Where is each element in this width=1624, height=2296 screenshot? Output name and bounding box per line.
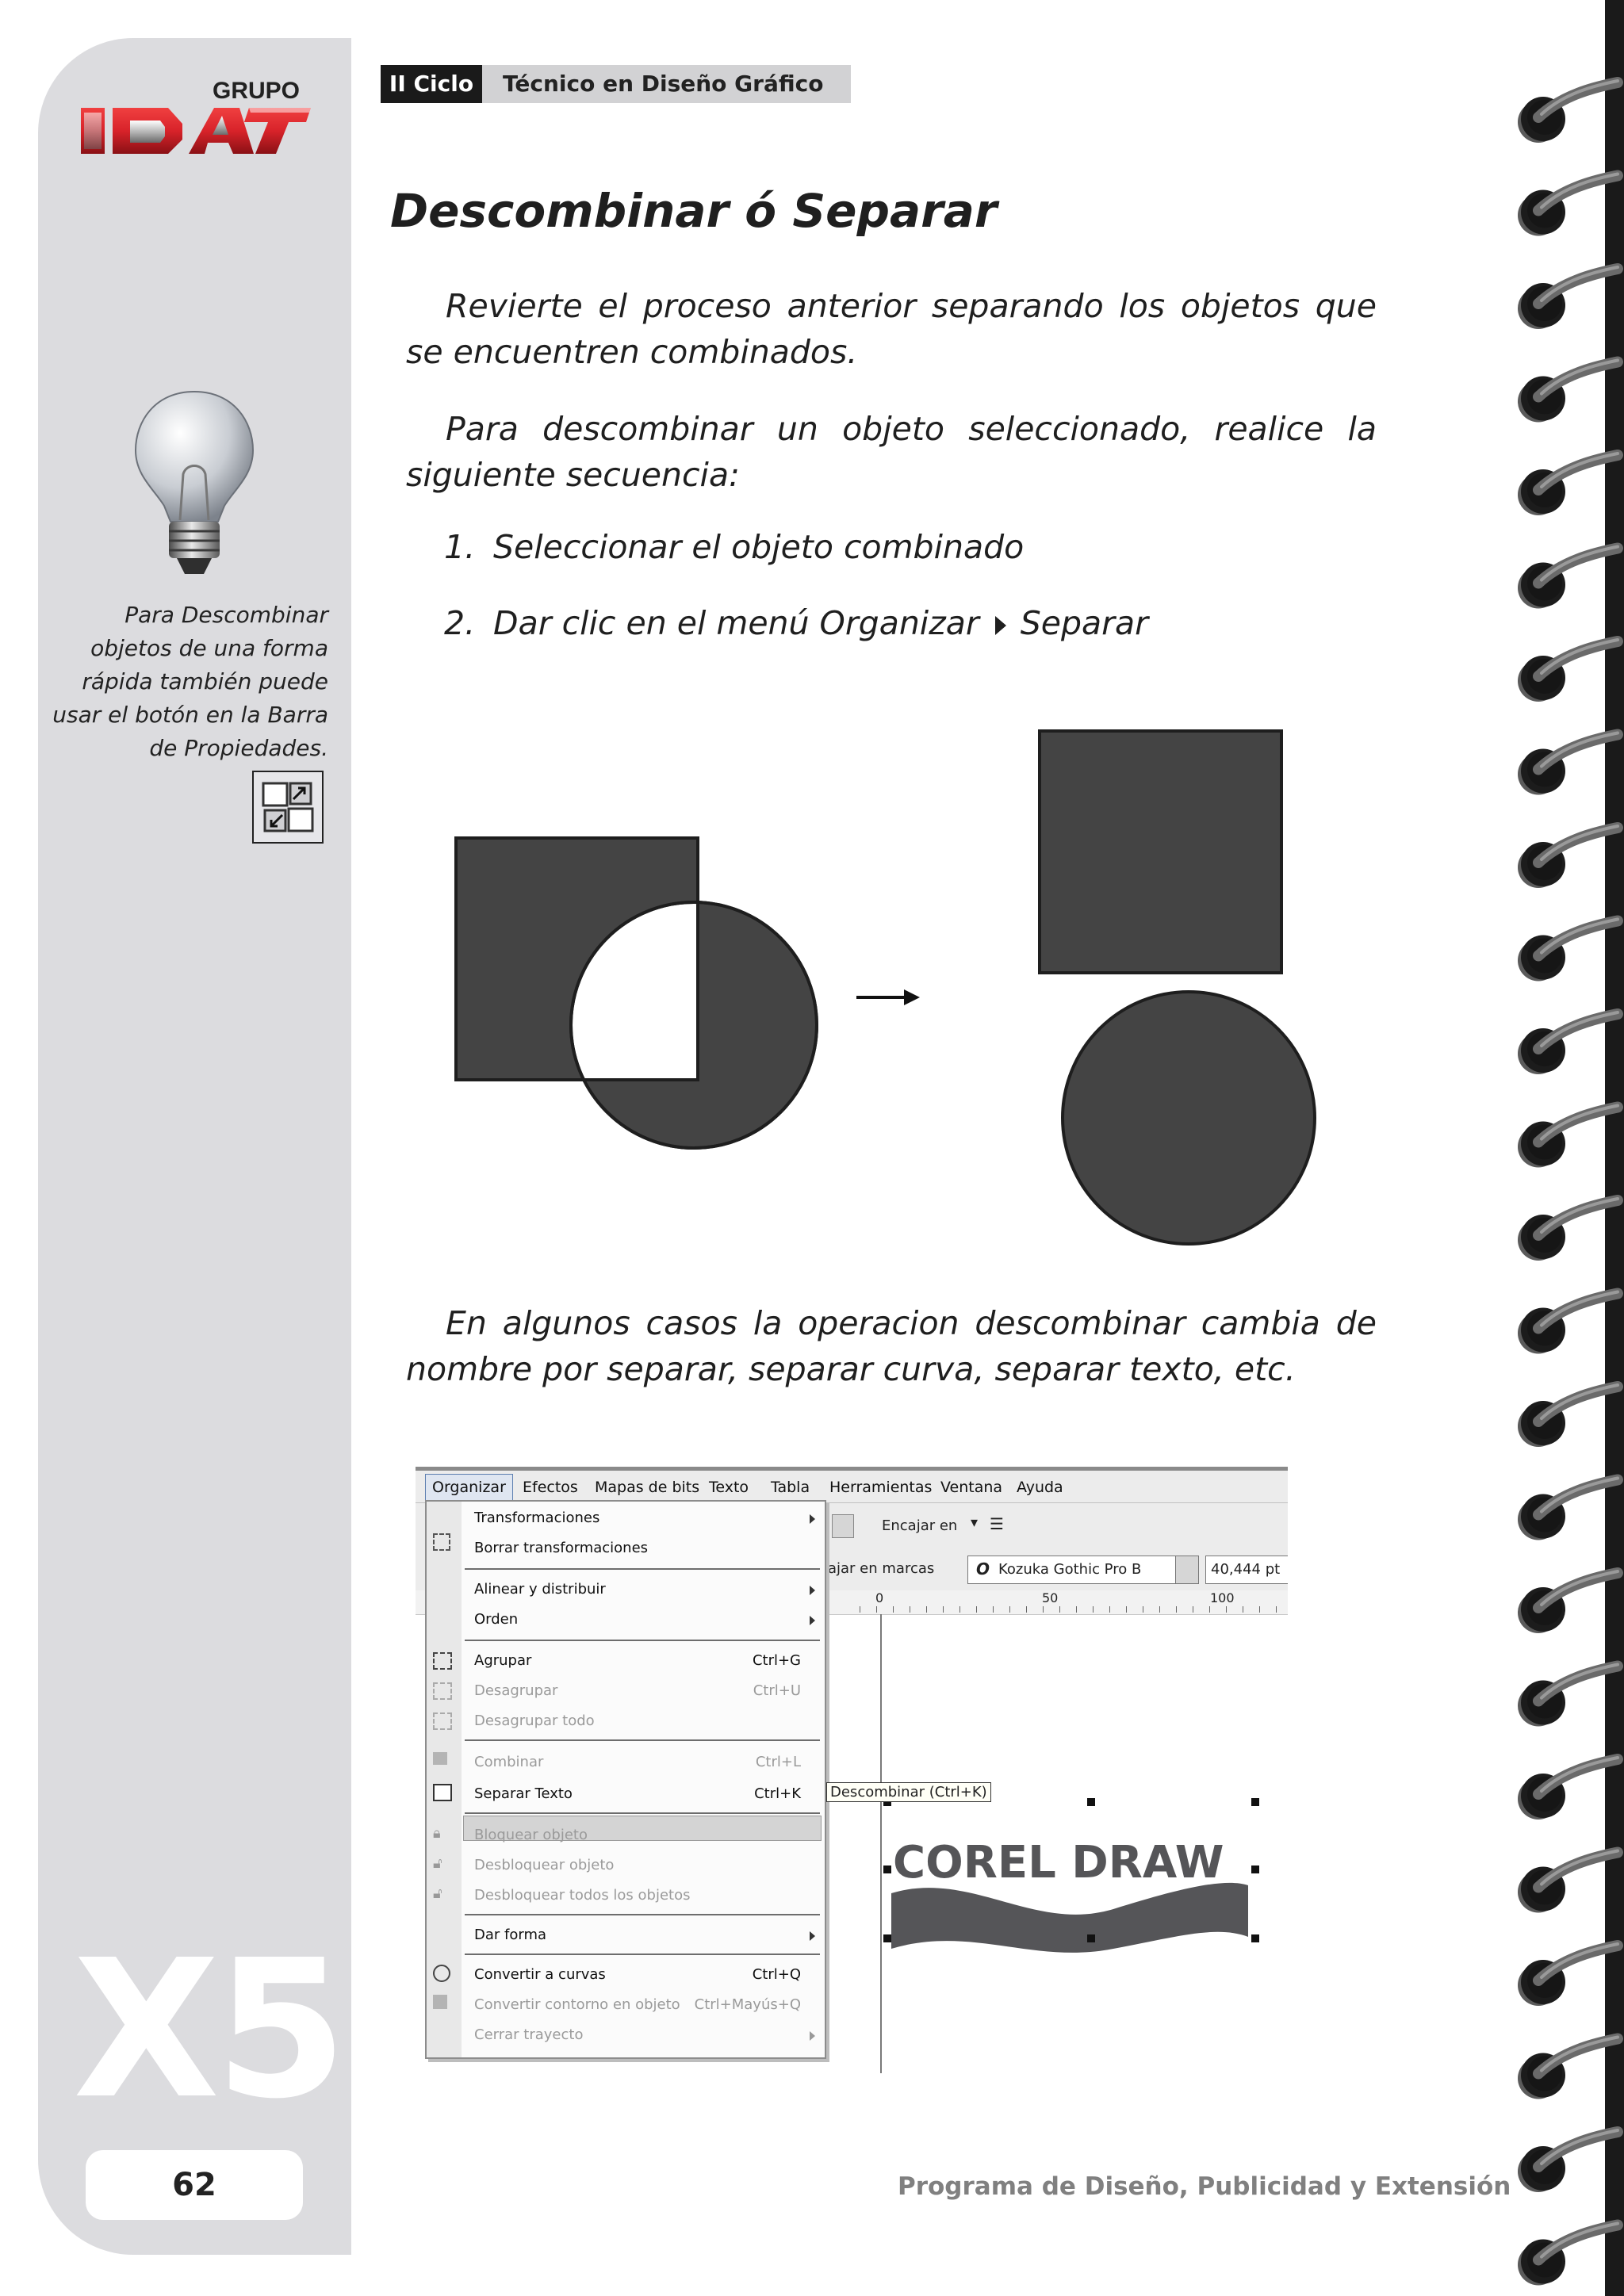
menu-ventana[interactable]: Ventana bbox=[940, 1479, 1003, 1496]
submenu-arrow-icon bbox=[810, 1931, 815, 1941]
menu-ayuda[interactable]: Ayuda bbox=[1017, 1479, 1063, 1496]
menu-tabla[interactable]: Tabla bbox=[771, 1479, 810, 1496]
selection-handle[interactable] bbox=[883, 1934, 891, 1942]
spiral-ring bbox=[1518, 81, 1618, 143]
step-2 bbox=[444, 604, 1148, 642]
lock-icon: 🔒︎ bbox=[433, 1825, 441, 1842]
submenu-arrow-icon bbox=[810, 2031, 815, 2041]
version-watermark: X5 bbox=[73, 1919, 343, 2141]
organizar-menu bbox=[425, 1500, 826, 2059]
separate-diagram bbox=[444, 714, 1356, 1269]
menu-item-bloquear-objeto[interactable]: Bloquear objeto bbox=[474, 1827, 588, 1843]
spiral-ring bbox=[1518, 826, 1618, 888]
header-cycle-label: II Ciclo bbox=[381, 65, 482, 103]
spiral-ring bbox=[1518, 1851, 1618, 1913]
menu-item-combinar[interactable]: Combinar bbox=[474, 1754, 544, 1770]
chevron-down-icon: ▾ bbox=[971, 1514, 979, 1531]
font-size-value: 40,444 pt bbox=[1211, 1561, 1281, 1578]
shortcut-convertir-a-curvas: Ctrl+Q bbox=[752, 1966, 801, 1983]
separated-circle bbox=[1063, 992, 1315, 1244]
menu-separator bbox=[465, 1568, 820, 1570]
menu-separator bbox=[465, 1812, 820, 1814]
spiral-ring bbox=[1518, 2224, 1618, 2286]
snap-to-dropdown[interactable]: Encajar en bbox=[882, 1517, 958, 1534]
separated-square bbox=[1040, 731, 1281, 973]
page-number: 62 bbox=[86, 2150, 303, 2220]
clear-transformations-icon bbox=[433, 1533, 450, 1551]
spiral-ring bbox=[1518, 1665, 1618, 1727]
canvas-text: COREL DRAW bbox=[893, 1837, 1224, 1888]
ruler-label: 50 bbox=[1042, 1590, 1059, 1605]
opentype-font-icon: O bbox=[976, 1559, 990, 1578]
break-apart-icon bbox=[254, 772, 322, 842]
submenu-arrow-icon bbox=[810, 1514, 815, 1524]
spiral-ring bbox=[1518, 640, 1618, 702]
selection-handle[interactable] bbox=[1251, 1934, 1259, 1942]
triangle-right-icon bbox=[995, 616, 1006, 635]
combine-icon bbox=[433, 1752, 447, 1765]
spiral-ring bbox=[1518, 1571, 1618, 1633]
paragraph-3: En algunos casos la operacion descombinar cambia de nombre por separar, separar curva, separar texto, etc. bbox=[406, 1304, 1377, 1388]
ruler-ticks bbox=[860, 1606, 1288, 1613]
menu-item-desagrupar[interactable]: Desagrupar bbox=[474, 1682, 558, 1699]
canvas-text-object[interactable] bbox=[875, 1798, 1288, 1957]
break-apart-icon bbox=[433, 1784, 452, 1801]
spiral-ring bbox=[1518, 1012, 1618, 1074]
sidebar-tip: Para Descombinar objetos de una forma rápida también puede usar el botón en la Barra de Propiedades. bbox=[52, 602, 328, 761]
menu-item-transformaciones[interactable]: Transformaciones bbox=[474, 1510, 600, 1526]
menu-item-orden[interactable]: Orden bbox=[474, 1611, 519, 1628]
menu-item-dar-forma[interactable]: Dar forma bbox=[474, 1927, 547, 1943]
menu-item-desagrupar-todo[interactable]: Desagrupar todo bbox=[474, 1712, 595, 1729]
shortcut-convertir-contorno: Ctrl+Mayús+Q bbox=[694, 1996, 801, 2013]
selection-handle[interactable] bbox=[1251, 1866, 1259, 1873]
chevron-down-icon[interactable] bbox=[1175, 1556, 1198, 1583]
outline-to-object-icon bbox=[433, 1995, 447, 2009]
spiral-ring bbox=[1518, 361, 1618, 423]
footer-text: Programa de Diseño, Publicidad y Extensión bbox=[898, 2172, 1511, 2201]
step-text: Seleccionar el objeto combinado bbox=[493, 528, 1025, 566]
snap-settings-icon[interactable]: ☰ bbox=[990, 1514, 1004, 1533]
step-1 bbox=[444, 528, 1024, 566]
selection-handle[interactable] bbox=[1251, 1798, 1259, 1806]
combined-shape bbox=[456, 838, 817, 1148]
menu-organizar[interactable]: Organizar bbox=[425, 1474, 513, 1501]
selection-handle[interactable] bbox=[1087, 1798, 1095, 1806]
dropdown-chevron-icon[interactable] bbox=[832, 1514, 854, 1538]
menubar bbox=[416, 1467, 1288, 1503]
group-icon bbox=[433, 1652, 452, 1670]
selection-handle[interactable] bbox=[883, 1866, 891, 1873]
snap-marks-dropdown[interactable]: ajar en marcas bbox=[828, 1560, 935, 1577]
spiral-ring bbox=[1518, 547, 1618, 609]
menu-item-desbloquear-objeto[interactable]: Desbloquear objeto bbox=[474, 1857, 615, 1873]
ruler-label: 100 bbox=[1210, 1590, 1235, 1605]
shortcut-agrupar: Ctrl+G bbox=[752, 1652, 801, 1669]
logo-grupo-text: GRUPO bbox=[213, 78, 301, 104]
shortcut-separar-texto: Ctrl+K bbox=[754, 1785, 801, 1802]
page-title: Descombinar ó Separar bbox=[390, 184, 998, 238]
menu-separator bbox=[465, 1914, 820, 1915]
spiral-ring bbox=[1518, 453, 1618, 515]
step-text: Dar clic en el menú Organizar bbox=[493, 604, 979, 642]
font-name-value: Kozuka Gothic Pro B bbox=[998, 1561, 1142, 1578]
spiral-ring bbox=[1518, 1944, 1618, 2006]
menu-efectos[interactable]: Efectos bbox=[523, 1479, 578, 1496]
convert-to-curves-icon bbox=[433, 1965, 450, 1982]
spiral-ring bbox=[1518, 2130, 1618, 2192]
spiral-ring bbox=[1518, 1106, 1618, 1168]
menu-item-separar-texto[interactable]: Separar Texto bbox=[474, 1785, 573, 1802]
step-number: 2. bbox=[444, 604, 476, 642]
submenu-arrow-icon bbox=[810, 1616, 815, 1625]
menu-item-convertir-a-curvas[interactable]: Convertir a curvas bbox=[474, 1966, 606, 1983]
menu-item-convertir-contorno[interactable]: Convertir contorno en objeto bbox=[474, 1996, 680, 2013]
arrow-right-icon bbox=[856, 989, 920, 1005]
paragraph-2: Para descombinar un objeto seleccionado, realice la siguiente secuencia: bbox=[406, 410, 1377, 494]
selection-handle[interactable] bbox=[1087, 1934, 1095, 1942]
menu-separator bbox=[465, 1954, 820, 1955]
coreldraw-screenshot bbox=[416, 1467, 1288, 2073]
break-apart-button bbox=[252, 771, 324, 844]
menu-item-agrupar[interactable]: Agrupar bbox=[474, 1652, 532, 1669]
spiral-ring bbox=[1518, 1199, 1618, 1261]
paragraph-1: Revierte el proceso anterior separando los objetos que se encuentren combinados. bbox=[406, 287, 1377, 371]
menu-texto[interactable]: Texto bbox=[709, 1479, 749, 1496]
header-course-label: Técnico en Diseño Gráfico bbox=[482, 65, 851, 103]
spiral-ring bbox=[1518, 1758, 1618, 1820]
ruler-label: 0 bbox=[875, 1590, 884, 1605]
step-text-target: Separar bbox=[1020, 604, 1148, 642]
shortcut-combinar: Ctrl+L bbox=[755, 1754, 801, 1770]
menu-item-desbloquear-todos[interactable]: Desbloquear todos los objetos bbox=[474, 1887, 691, 1904]
menu-item-borrar-transformaciones[interactable]: Borrar transformaciones bbox=[474, 1540, 649, 1556]
spiral-ring bbox=[1518, 2038, 1618, 2099]
spiral-ring bbox=[1518, 1292, 1618, 1354]
tooltip: Descombinar (Ctrl+K) bbox=[826, 1782, 991, 1802]
spiral-ring bbox=[1518, 920, 1618, 982]
shortcut-desagrupar: Ctrl+U bbox=[753, 1682, 801, 1699]
spiral-binding bbox=[1507, 0, 1624, 2296]
idat-logo bbox=[81, 101, 311, 157]
submenu-arrow-icon bbox=[810, 1586, 815, 1595]
menu-item-cerrar-trayecto[interactable]: Cerrar trayecto bbox=[474, 2026, 584, 2043]
spiral-ring bbox=[1518, 1385, 1618, 1447]
spiral-ring bbox=[1518, 1479, 1618, 1540]
menu-mapas-de-bits[interactable]: Mapas de bits bbox=[595, 1479, 700, 1496]
unlock-icon: 🔓︎ bbox=[433, 1855, 442, 1872]
menu-herramientas[interactable]: Herramientas bbox=[829, 1479, 933, 1496]
unlock-all-icon: 🔓︎ bbox=[433, 1885, 442, 1902]
menu-separator bbox=[465, 1739, 820, 1741]
spiral-ring bbox=[1518, 733, 1618, 795]
ungroup-icon bbox=[433, 1682, 452, 1700]
step-number: 1. bbox=[444, 528, 476, 566]
font-name-field[interactable] bbox=[967, 1556, 1199, 1584]
spiral-ring bbox=[1518, 267, 1618, 329]
ungroup-all-icon bbox=[433, 1712, 452, 1730]
lightbulb-icon bbox=[131, 387, 258, 581]
spiral-ring bbox=[1518, 174, 1618, 236]
menu-separator bbox=[465, 1640, 820, 1641]
menu-item-alinear-y-distribuir[interactable]: Alinear y distribuir bbox=[474, 1581, 606, 1598]
font-size-field[interactable] bbox=[1205, 1556, 1288, 1584]
